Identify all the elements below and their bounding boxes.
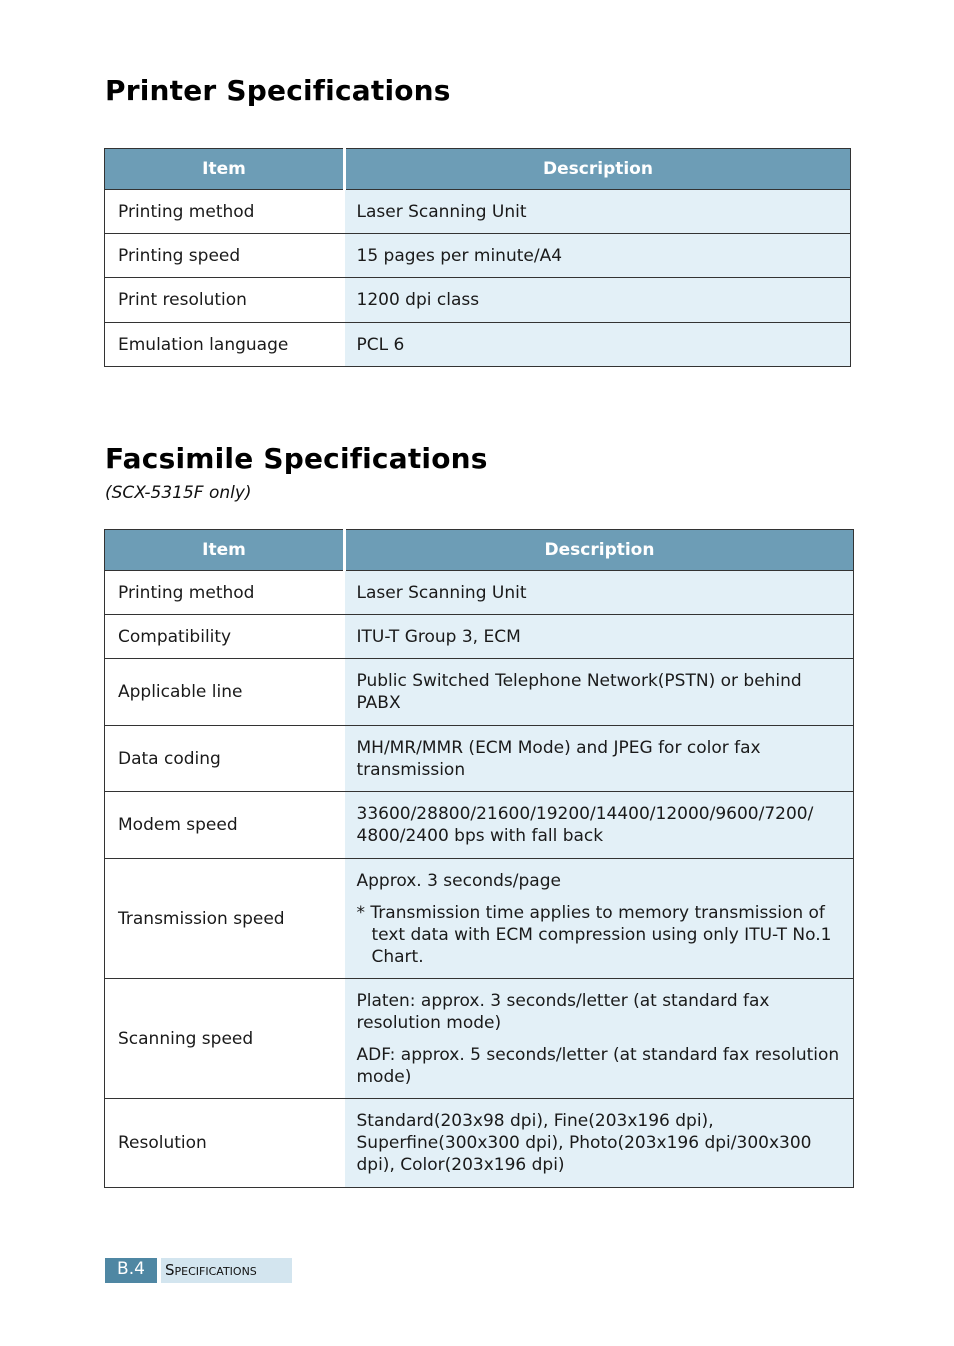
- row-item: Data coding: [105, 726, 345, 792]
- fax-specs-table: [104, 529, 854, 1188]
- column-header-description: Description: [345, 530, 854, 571]
- page-number: B.4: [105, 1258, 157, 1283]
- row-description: ITU-T Group 3, ECM: [345, 615, 854, 659]
- footer-section-label: Specifications: [161, 1258, 292, 1283]
- row-description: Platen: approx. 3 seconds/letter (at standard fax resolution mode): [356, 990, 770, 1033]
- table-row: [105, 323, 851, 367]
- row-description-secondary: ADF: approx. 5 seconds/letter (at standard fax resolution mode): [356, 1044, 840, 1087]
- printer-specs-table: [104, 148, 851, 367]
- table-row: [105, 979, 854, 1099]
- row-item: Compatibility: [105, 615, 345, 659]
- row-item: Print resolution: [105, 278, 345, 323]
- row-item: Scanning speed: [105, 979, 345, 1099]
- row-description-cell: [345, 979, 854, 1099]
- fax-specs-title: Facsimile Specifications: [105, 442, 488, 475]
- row-description-cell: [345, 859, 854, 979]
- row-footnote: * Transmission time applies to memory transmission of text data with ECM compression using only ITU-T No.1 Chart.: [356, 902, 832, 967]
- table-row: [105, 278, 851, 323]
- row-description: Approx. 3 seconds/page: [356, 870, 561, 891]
- column-header-description: Description: [345, 149, 851, 190]
- column-header-item: Item: [105, 530, 345, 571]
- row-description: PCL 6: [345, 323, 851, 367]
- table-row: [105, 792, 854, 859]
- table-row: [105, 190, 851, 234]
- row-item: Printing speed: [105, 234, 345, 278]
- row-description: 1200 dpi class: [345, 278, 851, 323]
- table-header-row: [105, 149, 851, 190]
- row-item: Resolution: [105, 1099, 345, 1188]
- row-description: MH/MR/MMR (ECM Mode) and JPEG for color fax transmission: [345, 726, 854, 792]
- table-row: [105, 615, 854, 659]
- printer-specs-title: Printer Specifications: [105, 74, 451, 107]
- table-row: [105, 726, 854, 792]
- row-item: Modem speed: [105, 792, 345, 859]
- row-description: Laser Scanning Unit: [345, 190, 851, 234]
- row-item: Printing method: [105, 190, 345, 234]
- table-row: [105, 234, 851, 278]
- row-description: Laser Scanning Unit: [345, 571, 854, 615]
- row-item: Printing method: [105, 571, 345, 615]
- row-description: Standard(203x98 dpi), Fine(203x196 dpi), Superfine(300x300 dpi), Photo(203x196 dpi/300x300 dpi), Color(203x196 dpi): [345, 1099, 854, 1188]
- row-item: Applicable line: [105, 659, 345, 726]
- row-description: 15 pages per minute/A4: [345, 234, 851, 278]
- table-header-row: [105, 530, 854, 571]
- table-row: [105, 659, 854, 726]
- row-description: 33600/28800/21600/19200/14400/12000/9600/7200/ 4800/2400 bps with fall back: [345, 792, 854, 859]
- fax-specs-subtitle: (SCX-5315F only): [105, 483, 252, 503]
- row-item: Emulation language: [105, 323, 345, 367]
- table-row: [105, 859, 854, 979]
- table-row: [105, 571, 854, 615]
- row-item: Transmission speed: [105, 859, 345, 979]
- table-row: [105, 1099, 854, 1188]
- row-description: Public Switched Telephone Network(PSTN) or behind PABX: [345, 659, 854, 726]
- column-header-item: Item: [105, 149, 345, 190]
